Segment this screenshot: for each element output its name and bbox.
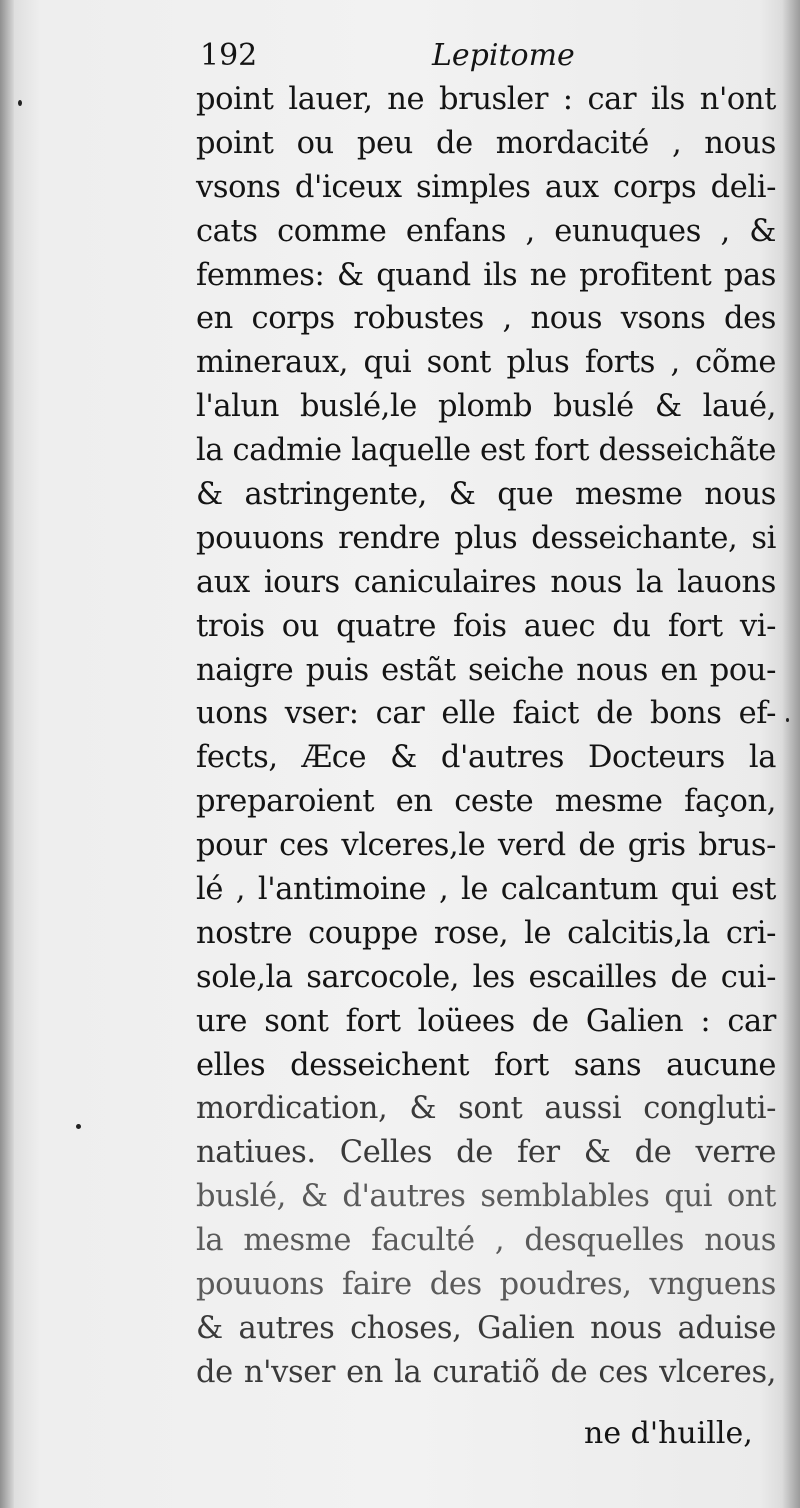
text-line: uons vser: car elle faict de bons ef- [196, 696, 776, 732]
text-line: sole,la sarcocole, les escailles de cui- [196, 959, 776, 995]
page-number: 192 [200, 38, 258, 73]
text-line: la cadmie laquelle est fort desseichãte [196, 433, 776, 469]
text-line: fects, Æce & d'autres Docteurs la [196, 740, 776, 776]
paper-speck [76, 1124, 81, 1129]
text-line: de n'vser en la curatiõ de ces vlceres, [196, 1354, 776, 1390]
text-line: l'alun buslé,le plomb buslé & laué, [196, 389, 776, 425]
text-line: & astringente, & que mesme nous [196, 477, 776, 513]
text-line: ure sont fort loüees de Galien : car [196, 1003, 776, 1039]
text-line: & autres choses, Galien nous aduise [196, 1310, 776, 1346]
text-line: elles desseichent fort sans aucune [196, 1047, 776, 1083]
body-text [196, 78, 776, 1395]
text-line: aux iours caniculaires nous la lauons [196, 564, 776, 600]
catchword: ne d'huille, [584, 1416, 753, 1451]
text-line: femmes: & quand ils ne profitent pas [196, 257, 776, 293]
text-line: pouuons faire des poudres, vnguens [196, 1267, 776, 1303]
paper-speck [786, 718, 789, 722]
text-line: buslé, & d'autres semblables qui ont [196, 1179, 776, 1215]
text-line: preparoient en ceste mesme façon, [196, 784, 776, 820]
text-line: nostre couppe rose, le calcitis,la cri- [196, 915, 776, 951]
page-edge-shadow [782, 0, 800, 1508]
text-line: vsons d'iceux simples aux corps deli- [196, 169, 776, 205]
text-line: lé , l'antimoine , le calcantum qui est [196, 872, 776, 908]
text-line: mineraux, qui sont plus forts , cõme [196, 345, 776, 381]
text-line: natiues. Celles de fer & de verre [196, 1135, 776, 1171]
text-line: naigre puis estãt seiche nous en pou- [196, 652, 776, 688]
binding-gutter [0, 0, 14, 1508]
text-line: pour ces vlceres,le verd de gris brus- [196, 828, 776, 864]
text-line: trois ou quatre fois auec du fort vi- [196, 608, 776, 644]
text-line: la mesme faculté , desquelles nous [196, 1223, 776, 1259]
running-title: Lepitome [432, 38, 575, 73]
paper-speck [18, 100, 22, 106]
text-line: pouuons rendre plus desseichante, si [196, 520, 776, 556]
text-line: point ou peu de mordacité , nous [196, 125, 776, 161]
text-line: en corps robustes , nous vsons des [196, 301, 776, 337]
text-line: cats comme enfans , eunuques , & [196, 213, 776, 249]
text-line: mordication, & sont aussi congluti- [196, 1091, 776, 1127]
text-line: point lauer, ne brusler : car ils n'ont [196, 82, 776, 117]
